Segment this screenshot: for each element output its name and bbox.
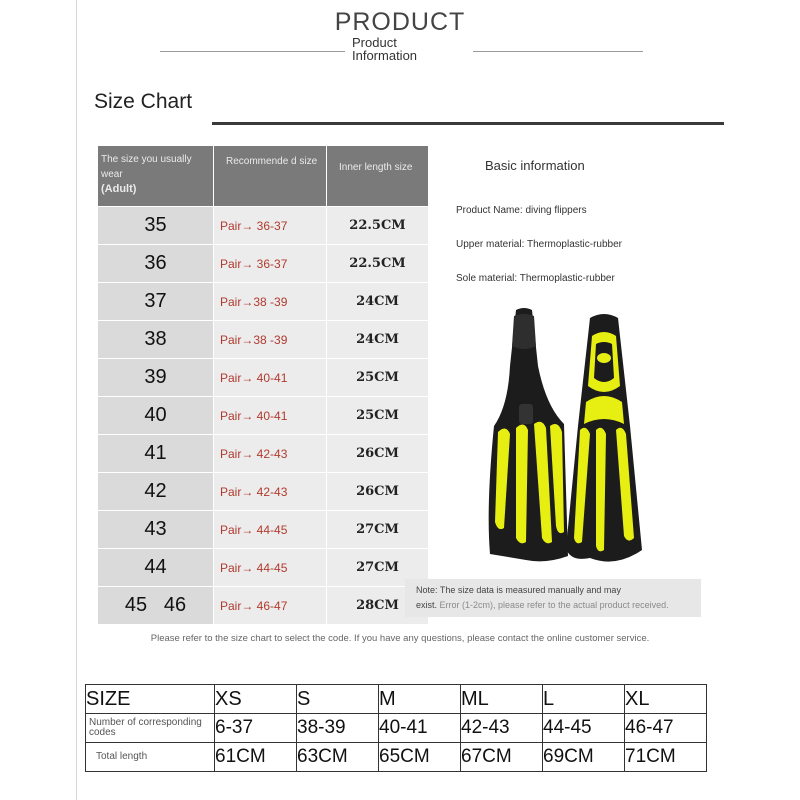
- measurement-note: [405, 579, 701, 617]
- left-divider-line: [76, 0, 77, 800]
- length-label: Total length: [86, 743, 215, 772]
- recommended-size-cell: Pair→ 46-47: [214, 587, 327, 625]
- page-title: PRODUCT: [334, 8, 466, 36]
- table-row: [98, 511, 429, 549]
- codes-row: [86, 714, 707, 743]
- recommended-size-cell: Pair→ 36-37: [214, 207, 327, 245]
- inner-length-cell: 25CM: [327, 397, 429, 435]
- length-cell: 65CM: [379, 743, 461, 772]
- size-header-cell: ML: [461, 685, 543, 714]
- size-header-cell: M: [379, 685, 461, 714]
- title-rule-right: [473, 51, 643, 52]
- inner-length-cell: 27CM: [327, 511, 429, 549]
- code-cell: 42-43: [461, 714, 543, 743]
- column-header-recommended: Recommende d size: [214, 146, 327, 207]
- subtitle-line-1: Product: [352, 35, 397, 50]
- usual-size-cell: 42: [98, 473, 214, 511]
- left-fin-shape: [489, 308, 568, 561]
- recommended-size-cell: Pair→38 -39: [214, 283, 327, 321]
- table-row: [98, 397, 429, 435]
- usual-size-cell: 40: [98, 397, 214, 435]
- recommended-size-cell: Pair→ 44-45: [214, 511, 327, 549]
- usual-size-cell: 36: [98, 245, 214, 283]
- length-cell: 69CM: [543, 743, 625, 772]
- upper-material-text: Upper material: Thermoplastic-rubber: [456, 239, 622, 250]
- usual-size-cell: 35: [98, 207, 214, 245]
- recommended-size-cell: Pair→ 42-43: [214, 473, 327, 511]
- size-header-cell: S: [297, 685, 379, 714]
- code-cell: 46-47: [625, 714, 707, 743]
- recommended-size-cell: Pair→ 42-43: [214, 435, 327, 473]
- code-cell: 40-41: [379, 714, 461, 743]
- usual-size-cell: 43: [98, 511, 214, 549]
- usual-size-cell: 37: [98, 283, 214, 321]
- inner-length-cell: 24CM: [327, 283, 429, 321]
- recommended-size-cell: Pair→ 36-37: [214, 245, 327, 283]
- length-cell: 71CM: [625, 743, 707, 772]
- usual-size-cell: 38: [98, 321, 214, 359]
- column-header-usual-size: [98, 146, 214, 207]
- sole-material-text: Sole material: Thermoplastic-rubber: [456, 273, 615, 284]
- right-fin-shape: [566, 314, 642, 562]
- table-row: [98, 473, 429, 511]
- diving-fins-image: [486, 306, 646, 568]
- basic-info-title: Basic information: [485, 158, 585, 173]
- table-row: [98, 283, 429, 321]
- length-cell: 63CM: [297, 743, 379, 772]
- title-rule-left: [160, 51, 345, 52]
- refer-text: Please refer to the size chart to select the code. If you have any questions, please contact the online customer service.: [150, 633, 650, 644]
- size-chart-table: [97, 145, 429, 625]
- code-cell: 44-45: [543, 714, 625, 743]
- table-row: [98, 435, 429, 473]
- table-row: [98, 321, 429, 359]
- usual-size-cell: 45 46: [98, 587, 214, 625]
- inner-length-cell: 26CM: [327, 473, 429, 511]
- usual-size-cell: 44: [98, 549, 214, 587]
- usual-size-cell: 41: [98, 435, 214, 473]
- length-cell: 67CM: [461, 743, 543, 772]
- inner-length-cell: 24CM: [327, 321, 429, 359]
- size-chart-header-row: [98, 146, 429, 207]
- inner-length-cell: 22.5CM: [327, 207, 429, 245]
- codes-label: Number of corresponding codes: [86, 714, 215, 743]
- code-cell: 6-37: [215, 714, 297, 743]
- inner-length-cell: 22.5CM: [327, 245, 429, 283]
- recommended-size-cell: Pair→ 40-41: [214, 397, 327, 435]
- column-header-usual-size-text: The size you usually wear: [101, 154, 192, 180]
- product-name-text: Product Name: diving flippers: [456, 205, 587, 216]
- inner-length-cell: 26CM: [327, 435, 429, 473]
- column-header-adult: (Adult): [101, 183, 137, 195]
- table-row: [98, 245, 429, 283]
- recommended-size-cell: Pair→38 -39: [214, 321, 327, 359]
- note-line-1: Note: The size data is measured manually and may: [416, 585, 621, 595]
- size-header-cell: SIZE: [86, 685, 215, 714]
- size-header-cell: XL: [625, 685, 707, 714]
- size-header-cell: L: [543, 685, 625, 714]
- note-line-2-faded: Error (1-2cm), please refer to the actual product received.: [439, 600, 669, 610]
- length-row: [86, 743, 707, 772]
- size-chart-rule: [212, 122, 724, 125]
- page-subtitle: [352, 36, 417, 62]
- inner-length-cell: 27CM: [327, 549, 429, 587]
- table-row: [98, 587, 429, 625]
- usual-size-cell: 39: [98, 359, 214, 397]
- table-row: [98, 359, 429, 397]
- length-cell: 61CM: [215, 743, 297, 772]
- size-header-row: [86, 685, 707, 714]
- recommended-size-cell: Pair→ 40-41: [214, 359, 327, 397]
- size-header-cell: XS: [215, 685, 297, 714]
- size-chart-heading: Size Chart: [94, 90, 193, 113]
- inner-length-cell: 28CM: [327, 587, 429, 625]
- note-line-2: [416, 598, 701, 613]
- code-cell: 38-39: [297, 714, 379, 743]
- table-row: [98, 207, 429, 245]
- column-header-inner-length: Inner length size: [327, 146, 429, 207]
- size-conversion-table: [85, 684, 707, 772]
- subtitle-line-2: Information: [352, 48, 418, 63]
- note-line-2-start: exist.: [416, 600, 438, 610]
- table-row: [98, 549, 429, 587]
- recommended-size-cell: Pair→ 44-45: [214, 549, 327, 587]
- inner-length-cell: 25CM: [327, 359, 429, 397]
